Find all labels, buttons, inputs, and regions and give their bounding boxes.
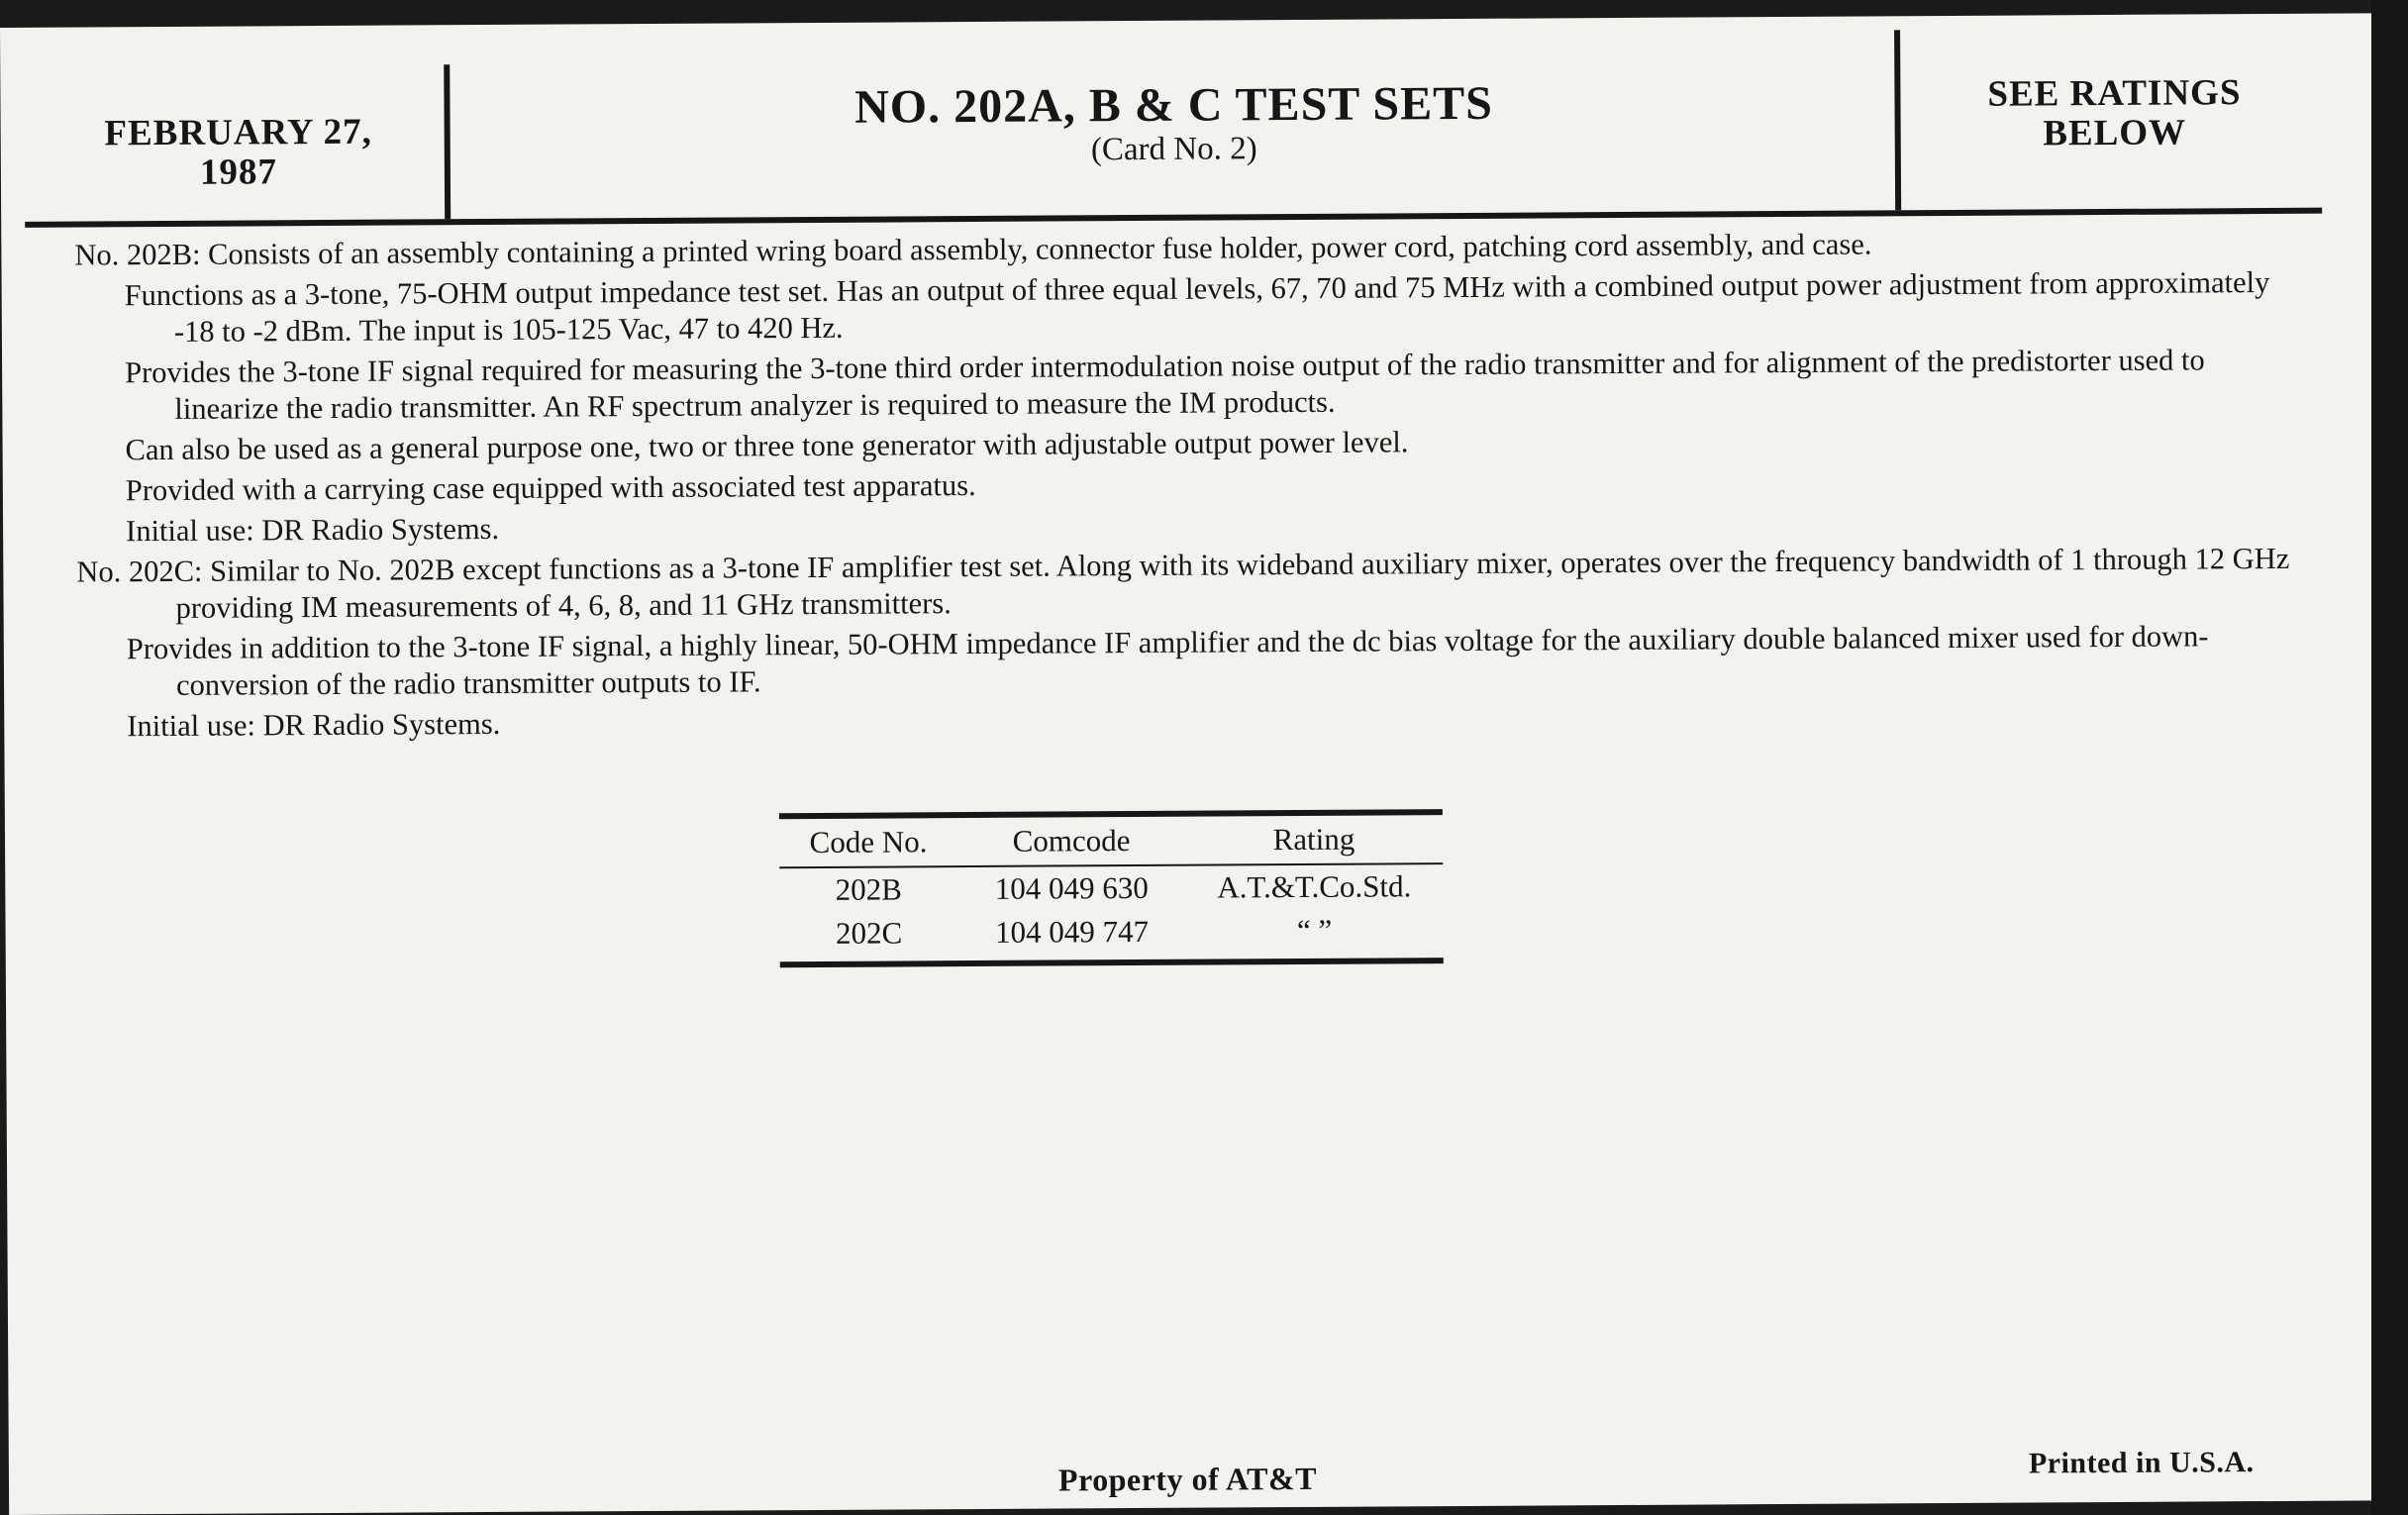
ratings-table xyxy=(779,809,1444,967)
paragraph-202b-functions: Functions as a 3-tone, 75-OHM output impedance test set. Has an output of three equal levels, 67, 70 and 75 MHz with a combined output power adjustment from approximately -18 to -2 dBm. The input is 105-125 Vac, 47 to 420 Hz. xyxy=(124,265,2270,349)
table-header-row xyxy=(779,815,1443,866)
footer-property: Property of AT&T xyxy=(1057,1460,1318,1498)
paragraph-202c-provides: Provides in addition to the 3-tone IF signal, a highly linear, 50-OHM impedance IF amplifier and the dc bias voltage for the auxiliary double balanced mixer used for down-conversion of the radio transmitter outputs to IF. xyxy=(126,619,2209,702)
paragraph-202b-general-use: Can also be used as a general purpose one, two or three tone generator with adjustable output power level. xyxy=(125,425,1409,467)
cell-rating: A.T.&T.Co.Std. xyxy=(1217,868,1412,905)
index-card xyxy=(0,13,2380,1515)
paragraph-202c-description: No. 202C: Similar to No. 202B except functions as a 3-tone IF amplifier test set. Along with its wideband auxiliary mixer, operates over the frequency bandwidth of 1 through 12 GHz providing IM measurements of 4, 6, 8, and 11 GHz transmitters. xyxy=(76,541,2290,625)
table-row xyxy=(779,908,1443,956)
footer-printed: Printed in U.S.A. xyxy=(2028,1446,2255,1480)
column-header-rating: Rating xyxy=(1272,821,1355,858)
scan-background-edge xyxy=(2371,0,2408,1515)
table-row xyxy=(779,864,1443,912)
column-header-code-no: Code No. xyxy=(809,824,928,860)
page-title: NO. 202A, B & C TEST SETS xyxy=(853,76,1494,134)
cell-rating: “ ” xyxy=(1296,912,1333,949)
table-bottom-rule xyxy=(780,958,1444,967)
header-ratings-line1: SEE RATINGS xyxy=(1987,72,2242,115)
card-body xyxy=(74,224,2295,750)
column-header-comcode: Comcode xyxy=(1012,823,1131,858)
header-date-line2: 1987 xyxy=(199,152,278,193)
cell-code-no: 202C xyxy=(835,915,903,951)
paragraph-202b-carrying-case: Provided with a carrying case equipped with associated test apparatus. xyxy=(125,467,976,508)
header-title-block xyxy=(455,75,1892,171)
cell-comcode: 104 049 747 xyxy=(994,913,1150,950)
header-ratings-note xyxy=(1906,73,2322,155)
header-ratings-line2: BELOW xyxy=(2043,112,2187,154)
cell-code-no: 202B xyxy=(835,871,903,907)
paragraph-202b-provides: Provides the 3-tone IF signal required for measuring the 3-tone third order intermodulation noise output of the radio transmitter and for alignment of the predistorter used to linearize the radio transmitter. An RF spectrum analyzer is required to measure the IM products. xyxy=(125,343,2205,426)
paragraph-202b-initial-use: Initial use: DR Radio Systems. xyxy=(126,511,500,549)
header-date xyxy=(41,112,437,193)
cell-comcode: 104 049 630 xyxy=(994,869,1149,906)
header-divider-right xyxy=(1894,30,1901,210)
header-divider-left xyxy=(444,64,451,219)
paragraph-202c-initial-use: Initial use: DR Radio Systems. xyxy=(127,706,501,744)
paragraph-202b-description: No. 202B: Consists of an assembly containing a printed wring board assembly, connector fuse holder, power cord, patching cord assembly, and case. xyxy=(74,227,1872,272)
page-subtitle: (Card No. 2) xyxy=(1090,131,1257,168)
header-date-line1: FEBRUARY 27, xyxy=(104,111,372,154)
